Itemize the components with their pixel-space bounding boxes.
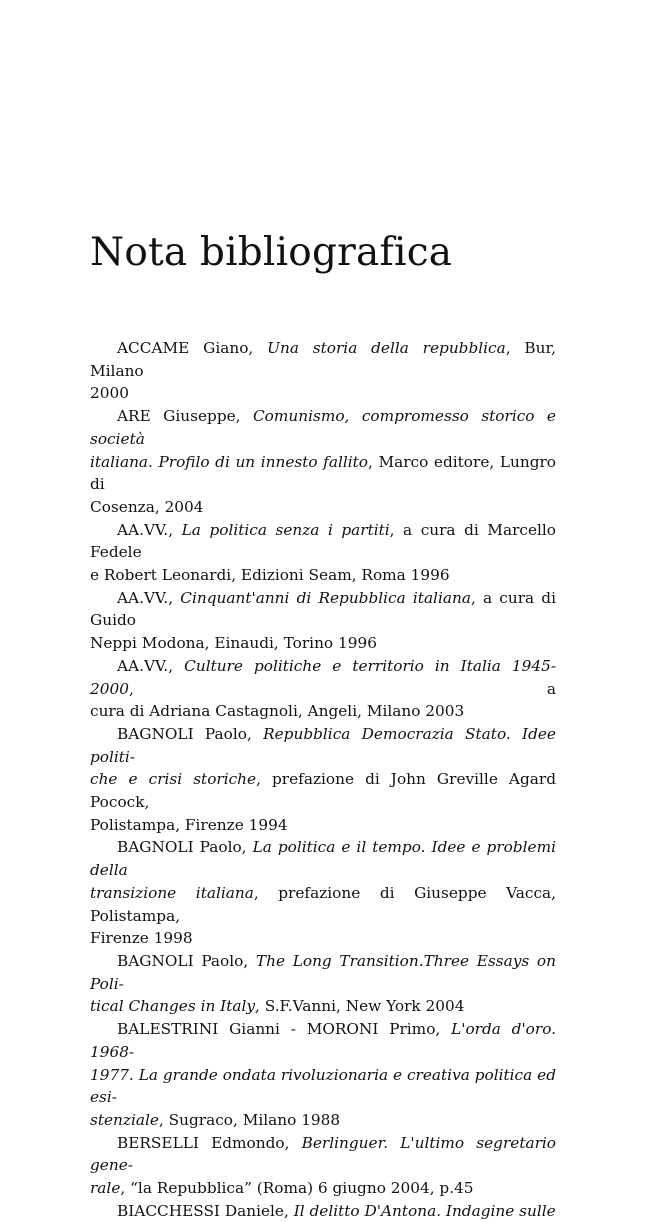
entry-text: , a cura di Guido <box>90 588 556 630</box>
entry-text: AA.VV., <box>117 588 181 607</box>
entry-text: AA.VV., <box>117 520 182 539</box>
entry-title-text: transizione italiana <box>90 883 254 902</box>
page-title: Nota bibliografica <box>90 230 453 275</box>
entry-line <box>90 1064 556 1109</box>
entry-title-text: Una storia della repubblica <box>267 339 506 357</box>
entry-text: , prefazione di John Greville Agard Pocock, <box>90 770 556 812</box>
entry-line <box>90 950 556 995</box>
entry-text: , “la Repubblica” (Roma) 6 giugno 2004, p.45 <box>120 1179 474 1198</box>
bibliography-entry <box>90 587 556 655</box>
entry-line <box>90 814 556 837</box>
bibliography-entry <box>90 1200 556 1222</box>
bibliography-entry <box>90 655 556 723</box>
entry-text: , S.F.Vanni, New York 2004 <box>255 997 465 1016</box>
entry-text: Firenze 1998 <box>90 929 193 948</box>
bibliography-entry <box>90 1018 556 1132</box>
entry-text: ACCAME Giano, <box>117 339 268 357</box>
entry-text: BALESTRINI Gianni - MORONI Primo, <box>117 1020 452 1039</box>
entry-text: Cosenza, 2004 <box>90 497 204 516</box>
entry-text: BAGNOLI Paolo, <box>117 951 256 970</box>
entry-title-text: Comunismo, compromesso storico e società <box>90 407 556 448</box>
entry-title-text: Repubblica Democrazia Stato. Idee politi- <box>90 724 556 766</box>
bibliography-entry <box>90 337 556 405</box>
entry-text: , a cura di Marcello Fedele <box>90 520 557 562</box>
entry-text: , Marco editore, Lungro di <box>90 452 557 494</box>
entry-text: e Robert Leonardi, Edizioni Seam, Roma 1996 <box>90 566 450 585</box>
entry-title-text: The Long Transition.Three Essays on Poli- <box>90 951 556 993</box>
entry-line <box>90 496 556 519</box>
entry-title-text: 1977. La grande ondata rivoluzionaria e creativa politica ed esi- <box>90 1065 556 1107</box>
entry-title-text: Culture politiche e territorio in Italia 1945-2000 <box>90 656 556 698</box>
entry-line <box>90 564 556 587</box>
entry-title-text: tical Changes in Italy <box>90 997 256 1016</box>
entry-title-text: La politica senza i partiti <box>181 520 390 539</box>
bibliography-entry <box>90 405 556 519</box>
entry-line <box>90 382 556 405</box>
entry-line <box>90 836 556 881</box>
entry-line <box>90 700 556 723</box>
bibliography-entry <box>90 950 556 1018</box>
entry-line <box>90 723 556 768</box>
entry-text: cura di Adriana Castagnoli, Angeli, Milano 2003 <box>90 702 465 721</box>
entry-title-text: L'orda d'oro. 1968- <box>90 1020 557 1061</box>
entry-text: BAGNOLI Paolo, <box>117 724 264 743</box>
bibliography-entry <box>90 836 556 950</box>
bibliography-entry <box>90 519 556 587</box>
entry-text: BIACCHESSI Daniele, <box>117 1201 294 1220</box>
entry-line <box>90 768 556 813</box>
entry-line <box>90 1177 556 1200</box>
entry-title-text: Il delitto D'Antona. Indagine sulle <box>293 1201 556 1220</box>
entry-text: 2000 <box>90 384 129 403</box>
entry-title-text: che e crisi storiche <box>90 770 257 789</box>
entry-line <box>90 1109 556 1132</box>
entry-line <box>90 405 556 450</box>
entry-line <box>90 1200 556 1222</box>
entry-title-text: La politica e il tempo. Idee e problemi della <box>90 838 557 880</box>
entry-line <box>90 1132 556 1177</box>
entry-text: AA.VV., <box>117 656 185 675</box>
entry-text: , a <box>128 679 556 698</box>
entry-text: BAGNOLI Paolo, <box>117 838 253 857</box>
entry-line <box>90 519 556 564</box>
entry-text: ARE Giuseppe, <box>117 407 253 426</box>
entry-title-text: stenziale <box>90 1110 159 1129</box>
entry-text: Neppi Modona, Einaudi, Torino 1996 <box>90 634 377 653</box>
entry-line <box>90 927 556 950</box>
entry-line <box>90 995 556 1018</box>
entry-line <box>90 451 556 496</box>
entry-line <box>90 337 556 382</box>
entry-line <box>90 632 556 655</box>
entry-title-text: Cinquant'anni di Repubblica italiana <box>180 588 471 607</box>
entry-text: , prefazione di Giuseppe Vacca, Polistampa, <box>90 883 557 925</box>
entry-text: , Sugraco, Milano 1988 <box>158 1110 341 1129</box>
entry-title-text: italiana. Profilo di un innesto fallito <box>90 452 369 471</box>
entry-line <box>90 655 556 700</box>
bibliography-entry <box>90 723 556 837</box>
bibliography-list <box>90 337 556 1222</box>
entry-title-text: Berlinguer. L'ultimo segretario gene- <box>90 1133 556 1175</box>
entry-text: , Bur, Milano <box>90 339 557 380</box>
entry-text: Polistampa, Firenze 1994 <box>90 815 288 834</box>
entry-line <box>90 587 556 632</box>
entry-line <box>90 882 556 927</box>
entry-text: BERSELLI Edmondo, <box>117 1133 302 1152</box>
entry-title-text: rale <box>90 1179 121 1198</box>
bibliography-entry <box>90 1132 556 1200</box>
entry-line <box>90 1018 556 1063</box>
